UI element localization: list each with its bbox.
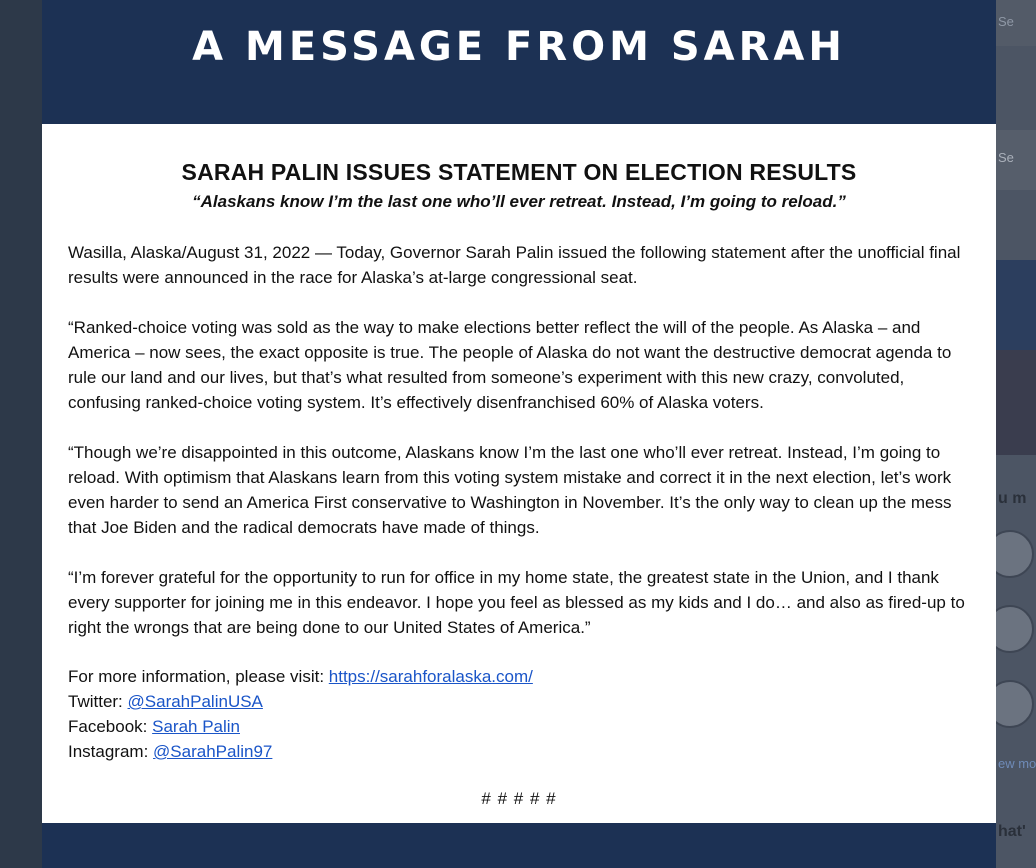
background-text-fragment: Se (998, 150, 1014, 165)
twitter-label: Twitter: (68, 692, 128, 711)
website-link[interactable]: https://sarahforalaska.com/ (328, 667, 533, 686)
facebook-line (68, 714, 533, 739)
statement-document (42, 124, 996, 823)
twitter-link[interactable]: @SarahPalinUSA (127, 692, 263, 711)
background-avatar (996, 605, 1034, 653)
instagram-label: Instagram: (68, 742, 154, 761)
statement-paragraph: “Though we’re disappointed in this outcome, Alaskans know I’m the last one who’ll ever retreat. Instead, I’m going to reload. With optimism that Alaskans learn from this voting system mistake and correct it in the next election, let’s work even harder to send an America First conservative to Washington in November. It’s the only way to clean up the mess that Joe Biden and the radical democrats have made of things. (68, 443, 952, 537)
background-text-fragment: u m (998, 490, 1027, 507)
message-modal (42, 0, 996, 868)
instagram-link[interactable]: @SarahPalin97 (153, 742, 273, 761)
twitter-line (68, 689, 533, 714)
statement-paragraph: Wasilla, Alaska/August 31, 2022 — Today, Governor Sarah Palin issued the following statement after the unofficial final results were announced in the race for Alaska’s at-large congressional seat. (68, 243, 961, 287)
background-avatar (996, 530, 1034, 578)
statement-subheadline: “Alaskans know I’m the last one who’ll ever retreat. Instead, I’m going to reload.” (192, 192, 846, 211)
statement-headline: SARAH PALIN ISSUES STATEMENT ON ELECTION RESULTS (181, 159, 857, 185)
facebook-label: Facebook: (68, 717, 153, 736)
statement-paragraph: “I’m forever grateful for the opportunity to run for office in my home state, the greatest state in the Union, and I thank every supporter for joining me in this endeavor. I hope you feel as blessed as my kids and I do… and also as fired-up to right the wrongs that are being done to our United States of America.” (68, 568, 965, 637)
end-mark: # # # # # (481, 789, 557, 808)
background-text-fragment: hat' (998, 823, 1026, 840)
background-text-fragment: ew mo (998, 756, 1036, 771)
background-page-sidebar (996, 0, 1036, 868)
contact-info (68, 664, 533, 764)
page-overlay-left (0, 0, 42, 868)
background-avatar (996, 680, 1034, 728)
facebook-link[interactable]: Sarah Palin (152, 717, 240, 736)
website-label: For more information, please visit: (68, 667, 329, 686)
instagram-line (68, 739, 533, 764)
modal-title: A MESSAGE FROM SARAH (192, 24, 846, 70)
statement-paragraph: “Ranked-choice voting was sold as the way to make elections better reflect the will of the people. As Alaska – and America – now sees, the exact opposite is true. The people of Alaska do not want the destructive democrat agenda to rule our land and our lives, but that’s what resulted from someone’s experiment with this new crazy, convoluted, confusing ranked-choice voting system. It’s effectively disenfranchised 60% of Alaska voters. (68, 318, 952, 412)
website-line (68, 664, 533, 689)
background-text-fragment: Se (998, 14, 1014, 29)
